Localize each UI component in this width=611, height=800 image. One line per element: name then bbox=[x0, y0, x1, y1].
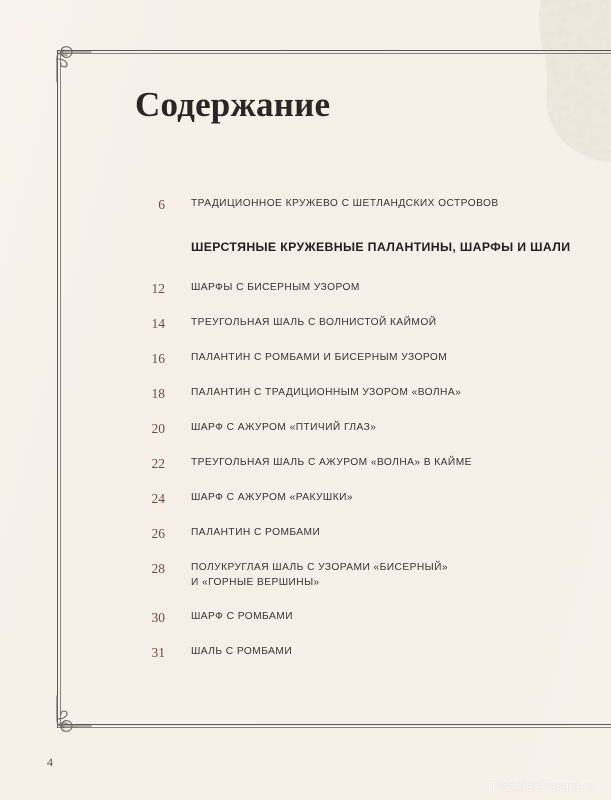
toc-entry-label-line1: ПОЛУКРУГЛАЯ ШАЛЬ С УЗОРАМИ «БИСЕРНЫЙ» bbox=[191, 561, 449, 573]
folio-page-number: 4 bbox=[47, 755, 53, 769]
toc-entry-label: ПАЛАНТИН С ТРАДИЦИОННЫМ УЗОРОМ «ВОЛНА» bbox=[191, 386, 462, 398]
list-item[interactable] bbox=[135, 490, 571, 506]
toc-main-list bbox=[135, 280, 571, 660]
list-item[interactable] bbox=[135, 315, 571, 331]
list-item[interactable] bbox=[135, 420, 571, 436]
toc-intro-list bbox=[135, 196, 571, 212]
toc-page-number: 18 bbox=[151, 385, 165, 401]
list-item[interactable] bbox=[135, 525, 571, 541]
toc-page-number: 14 bbox=[151, 315, 165, 331]
toc-entry-label: ПАЛАНТИН С РОМБАМИ И БИСЕРНЫМ УЗОРОМ bbox=[191, 351, 448, 363]
toc-entry-label: ШАЛЬ С РОМБАМИ bbox=[191, 645, 293, 657]
toc-entry-label bbox=[191, 560, 448, 590]
toc-entry-label: ШАРФЫ С БИСЕРНЫМ УЗОРОМ bbox=[191, 281, 360, 293]
list-item[interactable] bbox=[135, 196, 571, 212]
toc-section-heading: ШЕРСТЯНЫЕ КРУЖЕВНЫЕ ПАЛАНТИНЫ, ШАРФЫ И ШАЛИ bbox=[191, 239, 571, 254]
list-item[interactable] bbox=[135, 644, 571, 660]
list-item[interactable] bbox=[135, 560, 571, 590]
toc-page-number: 6 bbox=[158, 196, 165, 212]
list-item[interactable] bbox=[135, 280, 571, 296]
watermark: PassionForum.ru bbox=[492, 779, 597, 794]
list-item[interactable] bbox=[135, 385, 571, 401]
toc-entry-label: ШАРФ С АЖУРОМ «РАКУШКИ» bbox=[191, 491, 353, 503]
toc-entry-label: ТРАДИЦИОННОЕ КРУЖЕВО С ШЕТЛАНДСКИХ ОСТРОВОВ bbox=[191, 197, 499, 209]
toc-entry-label: ТРЕУГОЛЬНАЯ ШАЛЬ С ВОЛНИСТОЙ КАЙМОЙ bbox=[191, 316, 437, 328]
toc-entry-label: ПАЛАНТИН С РОМБАМИ bbox=[191, 526, 321, 538]
scroll-flourish-icon bbox=[51, 695, 95, 735]
scroll-flourish-icon bbox=[51, 43, 95, 83]
list-item[interactable] bbox=[135, 609, 571, 625]
toc-page-number: 12 bbox=[151, 280, 165, 296]
toc-page-number: 24 bbox=[151, 490, 165, 506]
page-title: Содержание bbox=[135, 85, 331, 124]
list-item[interactable] bbox=[135, 350, 571, 366]
toc-entry-label: ШАРФ С АЖУРОМ «ПТИЧИЙ ГЛАЗ» bbox=[191, 421, 377, 433]
toc-page-number: 22 bbox=[151, 455, 165, 471]
toc-page-number: 26 bbox=[151, 525, 165, 541]
toc-content bbox=[135, 86, 571, 679]
toc-entry-label-line2: И «ГОРНЫЕ ВЕРШИНЫ» bbox=[191, 576, 320, 588]
toc-page-number: 16 bbox=[151, 350, 165, 366]
list-item[interactable] bbox=[135, 455, 571, 471]
toc-page-number: 20 bbox=[151, 420, 165, 436]
toc-entry-label: ТРЕУГОЛЬНАЯ ШАЛЬ С АЖУРОМ «ВОЛНА» В КАЙМЕ bbox=[191, 456, 472, 468]
toc-entry-label: ШАРФ С РОМБАМИ bbox=[191, 610, 293, 622]
toc-page-number: 28 bbox=[151, 560, 165, 576]
toc-page-number: 31 bbox=[151, 644, 165, 660]
toc-page-number: 30 bbox=[151, 609, 165, 625]
